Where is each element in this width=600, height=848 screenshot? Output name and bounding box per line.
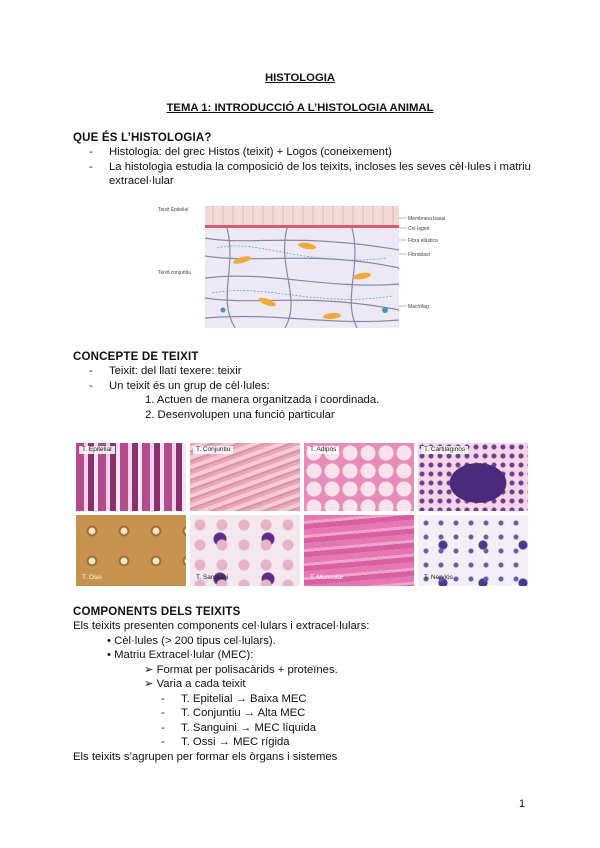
section3-intro: Els teixits presenten components cel·lulars i extracel·lulars: [73, 620, 370, 632]
numbered-item: 2. Desenvolupen una funció particular [145, 408, 335, 421]
section2-list [73, 364, 533, 422]
tissue-photo-grid [76, 443, 528, 586]
document-subtitle: TEMA 1: INTRODUCCIÓ A L’HISTOLOGIA ANIMAL [166, 102, 434, 114]
section-heading-tissue-components: COMPONENTS DELS TEIXITS [73, 606, 241, 618]
label-fibroblast: Fibroblast [408, 252, 430, 258]
list-item: - Histologia: del grec Histos (teixit) + Logos (coneixement) [89, 146, 392, 158]
label-basement-membrane: Membrana basal [408, 216, 445, 222]
tissue-label: T. Adipós [307, 446, 339, 454]
photo-epithelial [76, 443, 186, 511]
section3-content [73, 619, 533, 764]
label-epithelial: Teixit Epitelial [158, 207, 189, 213]
arrow-item: ➢ Format per polisacàrids + proteïnes. [144, 663, 338, 676]
label-elastic-fiber: Fibra elàstica [408, 238, 438, 244]
tissue-diagram [157, 198, 445, 336]
list-item: - La histologia estudia la composició de los teixits, incloses les seves cèl·lules i matriu extracel·lular [89, 160, 531, 187]
numbered-item: 1. Actuen de manera organitzada i coordinada. [145, 394, 380, 406]
example-item: - T. Sanguini → MEC líquida [161, 721, 316, 734]
bullet-item: • Matriu Extracel·lular (MEC): [107, 649, 254, 661]
label-macrophage: Macròfag [408, 304, 429, 310]
document-title: HISTOLOGIA [264, 72, 336, 84]
tissue-diagram-image [157, 198, 445, 336]
section-heading-what-is-histology: QUE ÉS L’HISTOLOGIA? [73, 132, 212, 144]
example-item: - T. Conjuntiu → Alta MEC [161, 707, 306, 719]
list-item: - Teixit: del llatí texere: teixir [89, 365, 242, 377]
bullet-item: • Cèl·lules (> 200 tipus cel·lulars). [107, 634, 276, 647]
photo-adipose [304, 443, 414, 511]
arrow-item: ➢ Varia a cada teixit [144, 678, 246, 690]
example-item: - T. Epitelial → Baixa MEC [161, 692, 307, 705]
page-number: 1 [519, 798, 526, 810]
photo-connective [190, 443, 300, 511]
tissue-label: T. Epitelial [79, 446, 115, 454]
label-collagen: Col·lagen [408, 226, 430, 232]
tissue-label: T. Nerviós [424, 574, 453, 581]
photo-bone [76, 515, 186, 586]
example-item: - T. Ossi → MEC rígida [161, 736, 290, 748]
basement-membrane [205, 225, 399, 228]
tissue-label: T. Muscular [310, 574, 344, 581]
label-connective: Teixit conjuntiu [158, 270, 191, 276]
section-heading-tissue-concept: CONCEPTE DE TEIXIT [73, 351, 199, 363]
photo-nervous [418, 515, 528, 586]
tissue-label: T. Cartilaginós [421, 446, 468, 454]
section1-list [73, 145, 533, 189]
section3-closing: Els teixits s’agrupen per formar els òrgans i sistemes [73, 750, 338, 763]
tissue-label: T. Sanguini [196, 574, 229, 581]
tissue-label: T. Ossi [82, 574, 102, 581]
tissue-label: T. Conjuntiu [193, 446, 233, 454]
photo-blood [190, 515, 300, 586]
photo-cartilage [418, 443, 528, 511]
photo-muscle [304, 515, 414, 586]
list-item: - Un teixit és un grup de cèl·lules: [89, 379, 270, 392]
